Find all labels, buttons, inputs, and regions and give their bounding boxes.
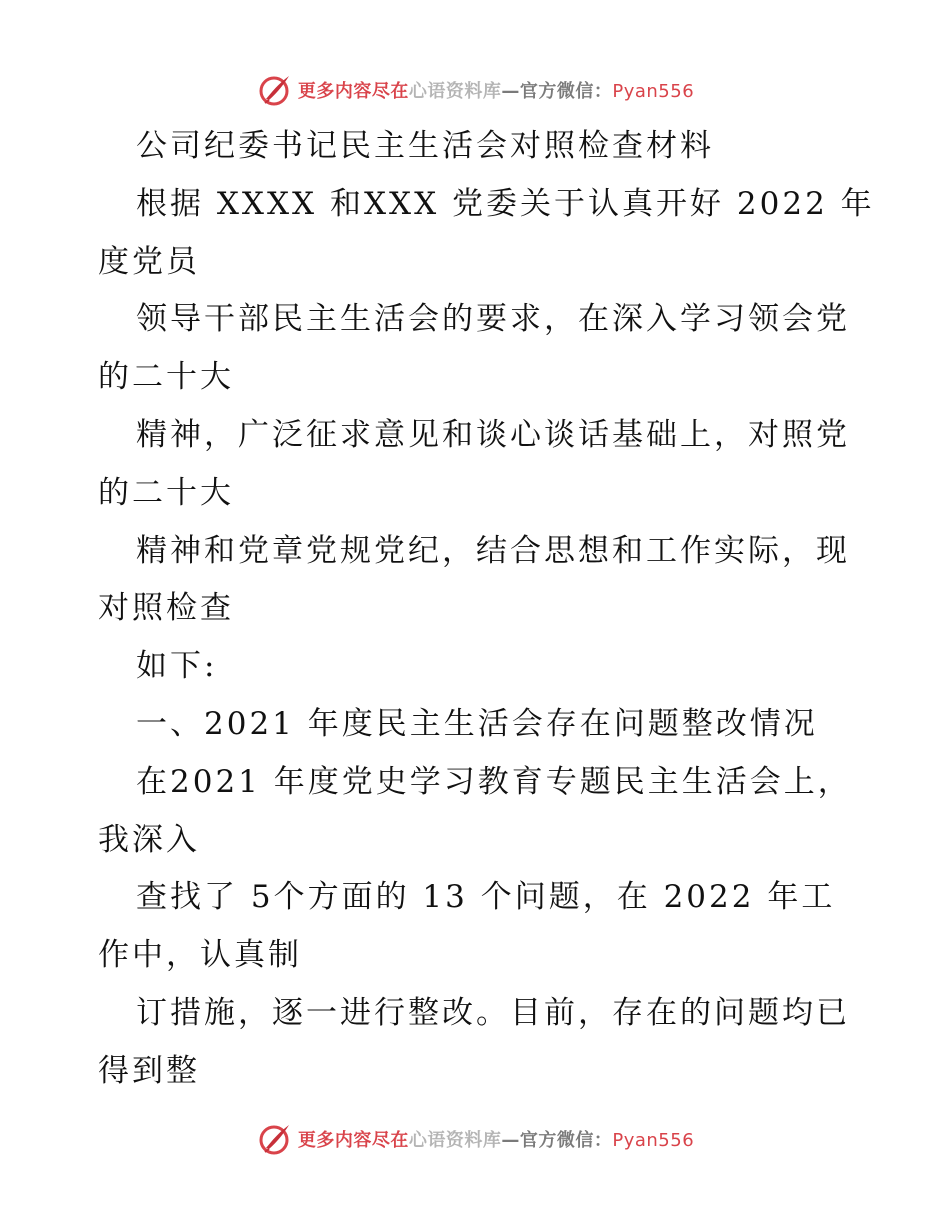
text-line: 精神，广泛征求意见和谈心谈话基础上，对照党 xyxy=(136,416,850,453)
feather-quill-logo-icon xyxy=(256,1121,292,1157)
text-line: 订措施，逐一进行整改。目前，存在的问题均已 xyxy=(136,994,850,1031)
text-line: 根据 XXXX 和XXX 党委关于认真开好 2022 年 xyxy=(136,185,875,222)
text-line: 的二十大 xyxy=(98,359,234,396)
text-line: 得到整 xyxy=(98,1052,200,1089)
text-line: 我深入 xyxy=(98,821,200,858)
text-line: 的二十大 xyxy=(98,474,234,511)
watermark-text: 更多内容尽在心语资料库—官方微信：Pyan556 xyxy=(297,1130,695,1151)
feather-quill-logo-icon xyxy=(256,72,292,108)
text-line: 如下: xyxy=(136,648,218,685)
text-line: 度党员 xyxy=(98,243,200,280)
text-line: 一、2021 年度民主生活会存在问题整改情况 xyxy=(136,705,818,742)
document-title: 公司纪委书记民主生活会对照检查材料 xyxy=(136,128,714,164)
text-line: 领导干部民主生活会的要求，在深入学习领会党 xyxy=(136,301,850,338)
watermark-text: 更多内容尽在心语资料库—官方微信：Pyan556 xyxy=(297,81,695,102)
document-body xyxy=(98,118,875,1101)
header-watermark-banner xyxy=(0,70,950,110)
text-line: 精神和党章党规党纪，结合思想和工作实际，现 xyxy=(136,532,850,569)
footer-watermark-banner xyxy=(0,1119,950,1159)
text-line: 查找了 5个方面的 13 个问题，在 2022 年工 xyxy=(136,879,836,916)
text-line: 对照检查 xyxy=(98,590,234,627)
text-line: 在2021 年度党史学习教育专题民主生活会上， xyxy=(136,763,852,800)
text-line: 作中，认真制 xyxy=(98,937,302,974)
